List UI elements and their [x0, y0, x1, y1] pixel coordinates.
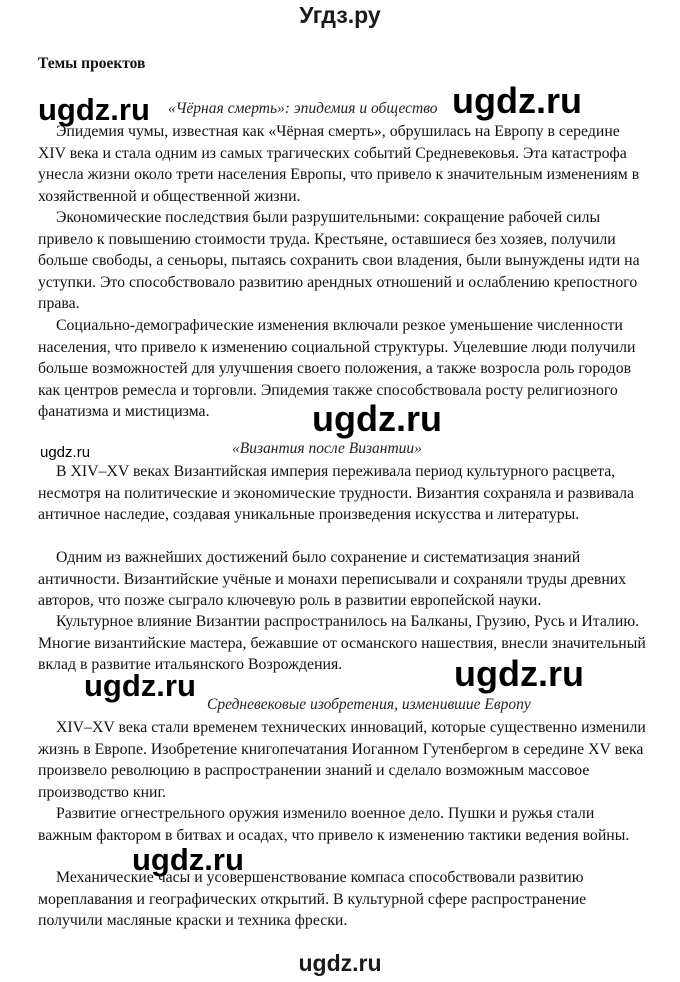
section-3-paragraph-3: Механические часы и усовершенствование компаса способствовали развитию мореплавания и географических открытий. В культурной сфере распространение получили масляные краски и техника фрески.	[38, 869, 587, 930]
section-1-subtitle: «Чёрная смерть»: эпидемия и общество	[168, 100, 438, 117]
site-footer[interactable]: ugdz.ru	[298, 950, 382, 976]
watermark-small: ugdz.ru	[40, 444, 91, 461]
section-2-paragraph-2: Одним из важнейших достижений было сохранение и систематизация знаний античности. Византийские учёные и монахи переписывали и сохраняли труды древних авторов, что позже сыграло ключевую роль в развитии европейской науки.	[38, 549, 627, 610]
section-2-paragraph-1: В XIV–XV веках Византийская империя переживала период культурного расцвета, несмотря на политические и экономические трудности. Византия сохраняла и развивала античное наследие, создавая уникальные произведения искусства и литературы.	[38, 463, 635, 524]
watermark: ugdz.ru	[132, 842, 244, 877]
section-3-paragraph-1: XIV–XV века стали временем технических инноваций, которые существенно изменили жизнь в Европе. Изобретение книгопечатания Иоганном Гутенбергом в середине XV века произвело революцию в распространении знаний и сделало возможным массовое производство книг.	[38, 719, 646, 801]
section-1-paragraph-3: Социально-демографические изменения включали резкое уменьшение численности населения, что привело к изменению социальной структуры. Уцелевшие люди получили больше возможностей для улучшения своего положения, а также возросла роль городов как центров ремесла и торговли. Эпидемия также способствовала росту религиозного фанатизма и мистицизма.	[38, 317, 636, 421]
watermark: ugdz.ru	[84, 668, 196, 703]
section-title: Темы проектов	[38, 55, 146, 72]
site-header[interactable]: Угдз.ру	[299, 2, 381, 28]
section-3-subtitle: Средневековые изобретения, изменившие Европу	[207, 696, 531, 713]
section-2-subtitle: «Византия после Византии»	[232, 440, 422, 457]
section-1-paragraph-1: Эпидемия чумы, известная как «Чёрная смерть», обрушилась на Европу в середине XIV века и стала одним из самых трагических событий Средневековья. Эта катастрофа унесла жизни около трети населения Европы, что привело к значительным изменениям в хозяйственной и общественной жизни.	[38, 123, 640, 205]
section-2-paragraph-3: Культурное влияние Византии распространилось на Балканы, Грузию, Русь и Италию. Многие византийские мастера, бежавшие от османского нашествия, внесли значительный вклад в развитие итальянского Возрождения.	[38, 613, 646, 674]
section-1-paragraph-2: Экономические последствия были разрушительными: сокращение рабочей силы привело к повышению стоимости труда. Крестьяне, оставшиеся без хозяев, получили больше свободы, а сеньоры, пытаясь сохранить свои владения, были вынуждены идти на уступки. Это способствовало развитию арендных отношений и ослаблению крепостного права.	[38, 209, 640, 313]
watermark: ugdz.ru	[312, 398, 442, 439]
section-3-paragraph-2: Развитие огнестрельного оружия изменило военное дело. Пушки и ружья стали важным фактором в битвах и осадах, что привело к изменению тактики ведения войны.	[38, 805, 630, 844]
watermark: ugdz.ru	[38, 92, 150, 127]
watermark: ugdz.ru	[454, 653, 584, 694]
watermark: ugdz.ru	[452, 80, 582, 121]
